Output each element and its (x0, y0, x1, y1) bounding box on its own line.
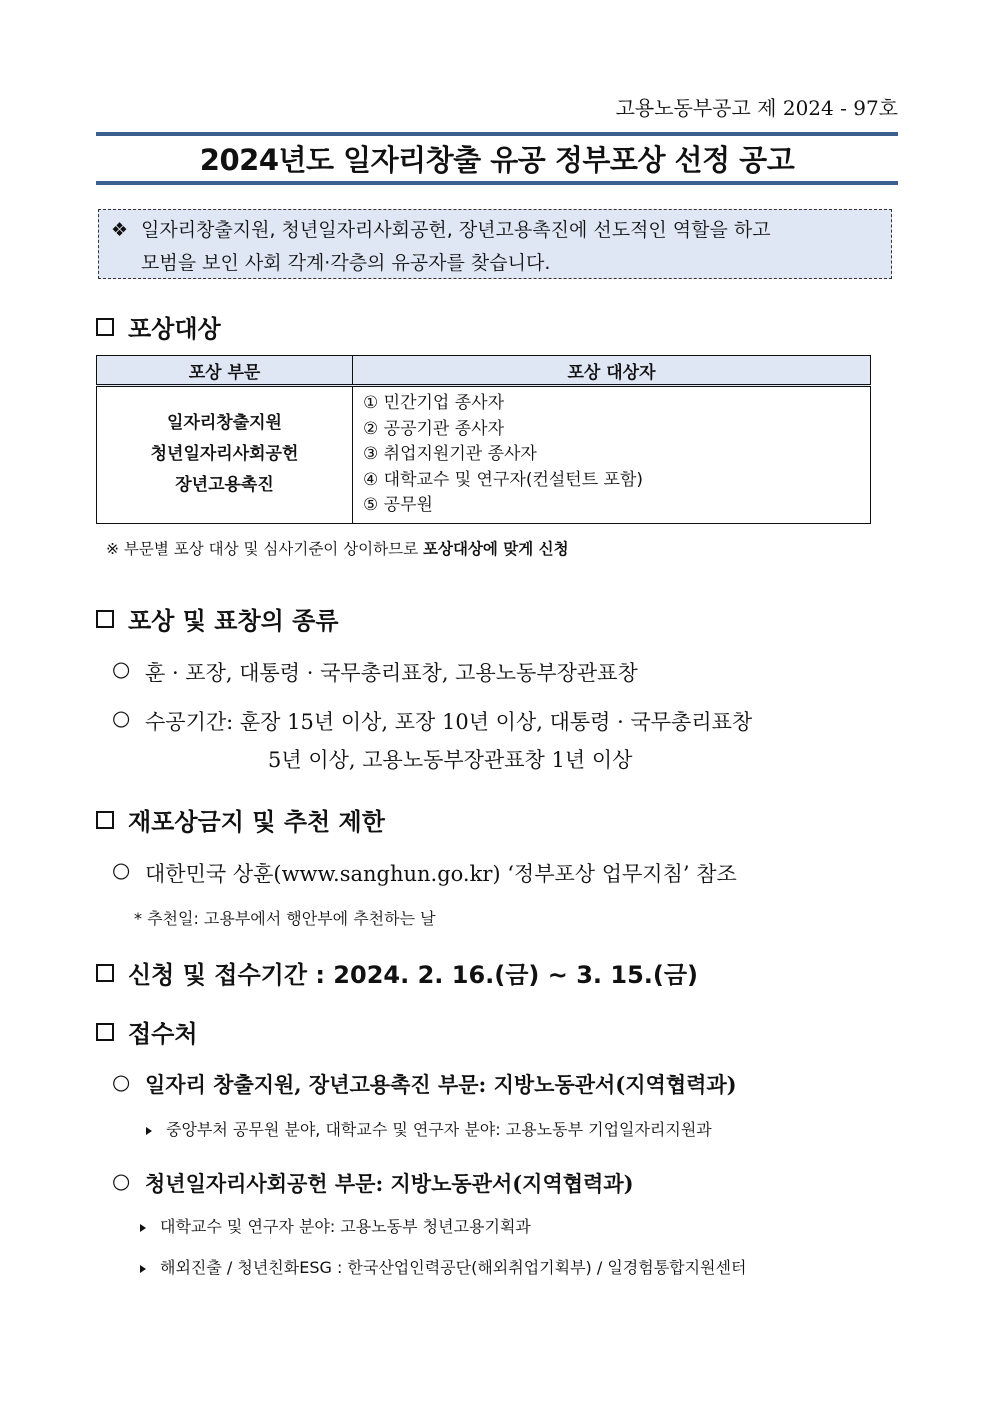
types-item-2-cont: 5년 이상, 고용노동부장관표창 1년 이상 (268, 748, 633, 772)
target-item: ⑤ 공무원 (363, 495, 433, 515)
award-table (96, 355, 871, 524)
checkbox-square-icon (96, 811, 114, 829)
office-group-1: ○ 일자리 창출지원, 장년고용촉진 부문: 지방노동관서(지역협력과) (112, 1069, 737, 1097)
section-title: 재포상금지 및 추천 제한 (128, 808, 385, 836)
intro-line-2: 모범을 보인 사회 각계·각층의 유공자를 찾습니다. (141, 252, 551, 274)
checkbox-square-icon (96, 318, 114, 336)
table-categories (97, 386, 353, 524)
circle-bullet-icon: ○ (112, 706, 131, 730)
triangle-bullet-icon (146, 1127, 152, 1135)
table-note: ※ 부문별 포상 대상 및 심사기준이 상이하므로 포상대상에 맞게 신청 (106, 540, 569, 558)
types-item-1: ○ 훈 · 포장, 대통령 · 국무총리표창, 고용노동부장관표창 (112, 657, 638, 685)
notice-number: 고용노동부공고 제 2024 - 97호 (615, 96, 898, 120)
checkbox-square-icon (96, 610, 114, 628)
section-period (96, 955, 698, 990)
table-header-targets: 포상 대상자 (353, 356, 871, 386)
section-title: 포상 및 표창의 종류 (128, 607, 339, 635)
section-office (96, 1014, 198, 1049)
office-group-2-sub-1: 대학교수 및 연구자 분야: 고용노동부 청년고용기획과 (140, 1214, 531, 1237)
circle-bullet-icon: ○ (112, 657, 131, 681)
category-item: 장년고용촉진 (175, 475, 274, 496)
restriction-item: ○ 대한민국 상훈(www.sanghun.go.kr) ‘정부포상 업무지침’ 참조 (112, 858, 737, 886)
circle-bullet-icon: ○ (112, 1168, 131, 1193)
target-item: ④ 대학교수 및 연구자(컨설턴트 포함) (363, 469, 644, 490)
intro-box (98, 209, 892, 279)
table-header-category: 포상 부문 (97, 356, 353, 386)
restriction-footnote: * 추천일: 고용부에서 행안부에 추천하는 날 (134, 909, 436, 928)
office-group-2-sub-2: 해외진출 / 청년친화ESG : 한국산업인력공단(해외취업기획부) / 일경험통합지원센터 (140, 1255, 746, 1278)
page-title: 2024년도 일자리창출 유공 정부포상 선정 공고 (199, 143, 795, 177)
section-types (96, 601, 339, 636)
section-restriction (96, 802, 385, 837)
office-group-1-sub: 중앙부처 공무원 분야, 대학교수 및 연구자 분야: 고용노동부 기업일자리지원과 (146, 1117, 712, 1140)
category-item: 일자리창출지원 (167, 413, 282, 434)
table-note-emphasis: 포상대상에 맞게 신청 (423, 540, 569, 558)
checkbox-square-icon (96, 964, 114, 982)
checkbox-square-icon (96, 1023, 114, 1041)
target-item: ② 공공기관 종사자 (363, 418, 505, 439)
triangle-bullet-icon (140, 1224, 146, 1232)
triangle-bullet-icon (140, 1265, 146, 1273)
section-title: 접수처 (128, 1020, 198, 1048)
section-targets (96, 309, 221, 344)
category-item: 청년일자리사회공헌 (150, 444, 299, 465)
diamond-bullet-icon: ❖ (111, 219, 129, 241)
circle-bullet-icon: ○ (112, 1069, 131, 1094)
section-title: 신청 및 접수기간 : 2024. 2. 16.(금) ~ 3. 15.(금) (128, 961, 699, 989)
office-group-2: ○ 청년일자리사회공헌 부문: 지방노동관서(지역협력과) (112, 1168, 634, 1196)
types-item-2: ○ 수공기간: 훈장 15년 이상, 포장 10년 이상, 대통령 · 국무총리표창 (112, 706, 753, 734)
target-item: ③ 취업지원기관 종사자 (363, 444, 537, 464)
section-title: 포상대상 (128, 315, 221, 343)
intro-line-1: 일자리창출지원, 청년일자리사회공헌, 장년고용촉진에 선도적인 역할을 하고 (141, 219, 771, 241)
target-item: ① 민간기업 종사자 (363, 393, 505, 413)
title-banner (96, 132, 898, 185)
circle-bullet-icon: ○ (112, 858, 131, 882)
table-targets (353, 386, 871, 524)
